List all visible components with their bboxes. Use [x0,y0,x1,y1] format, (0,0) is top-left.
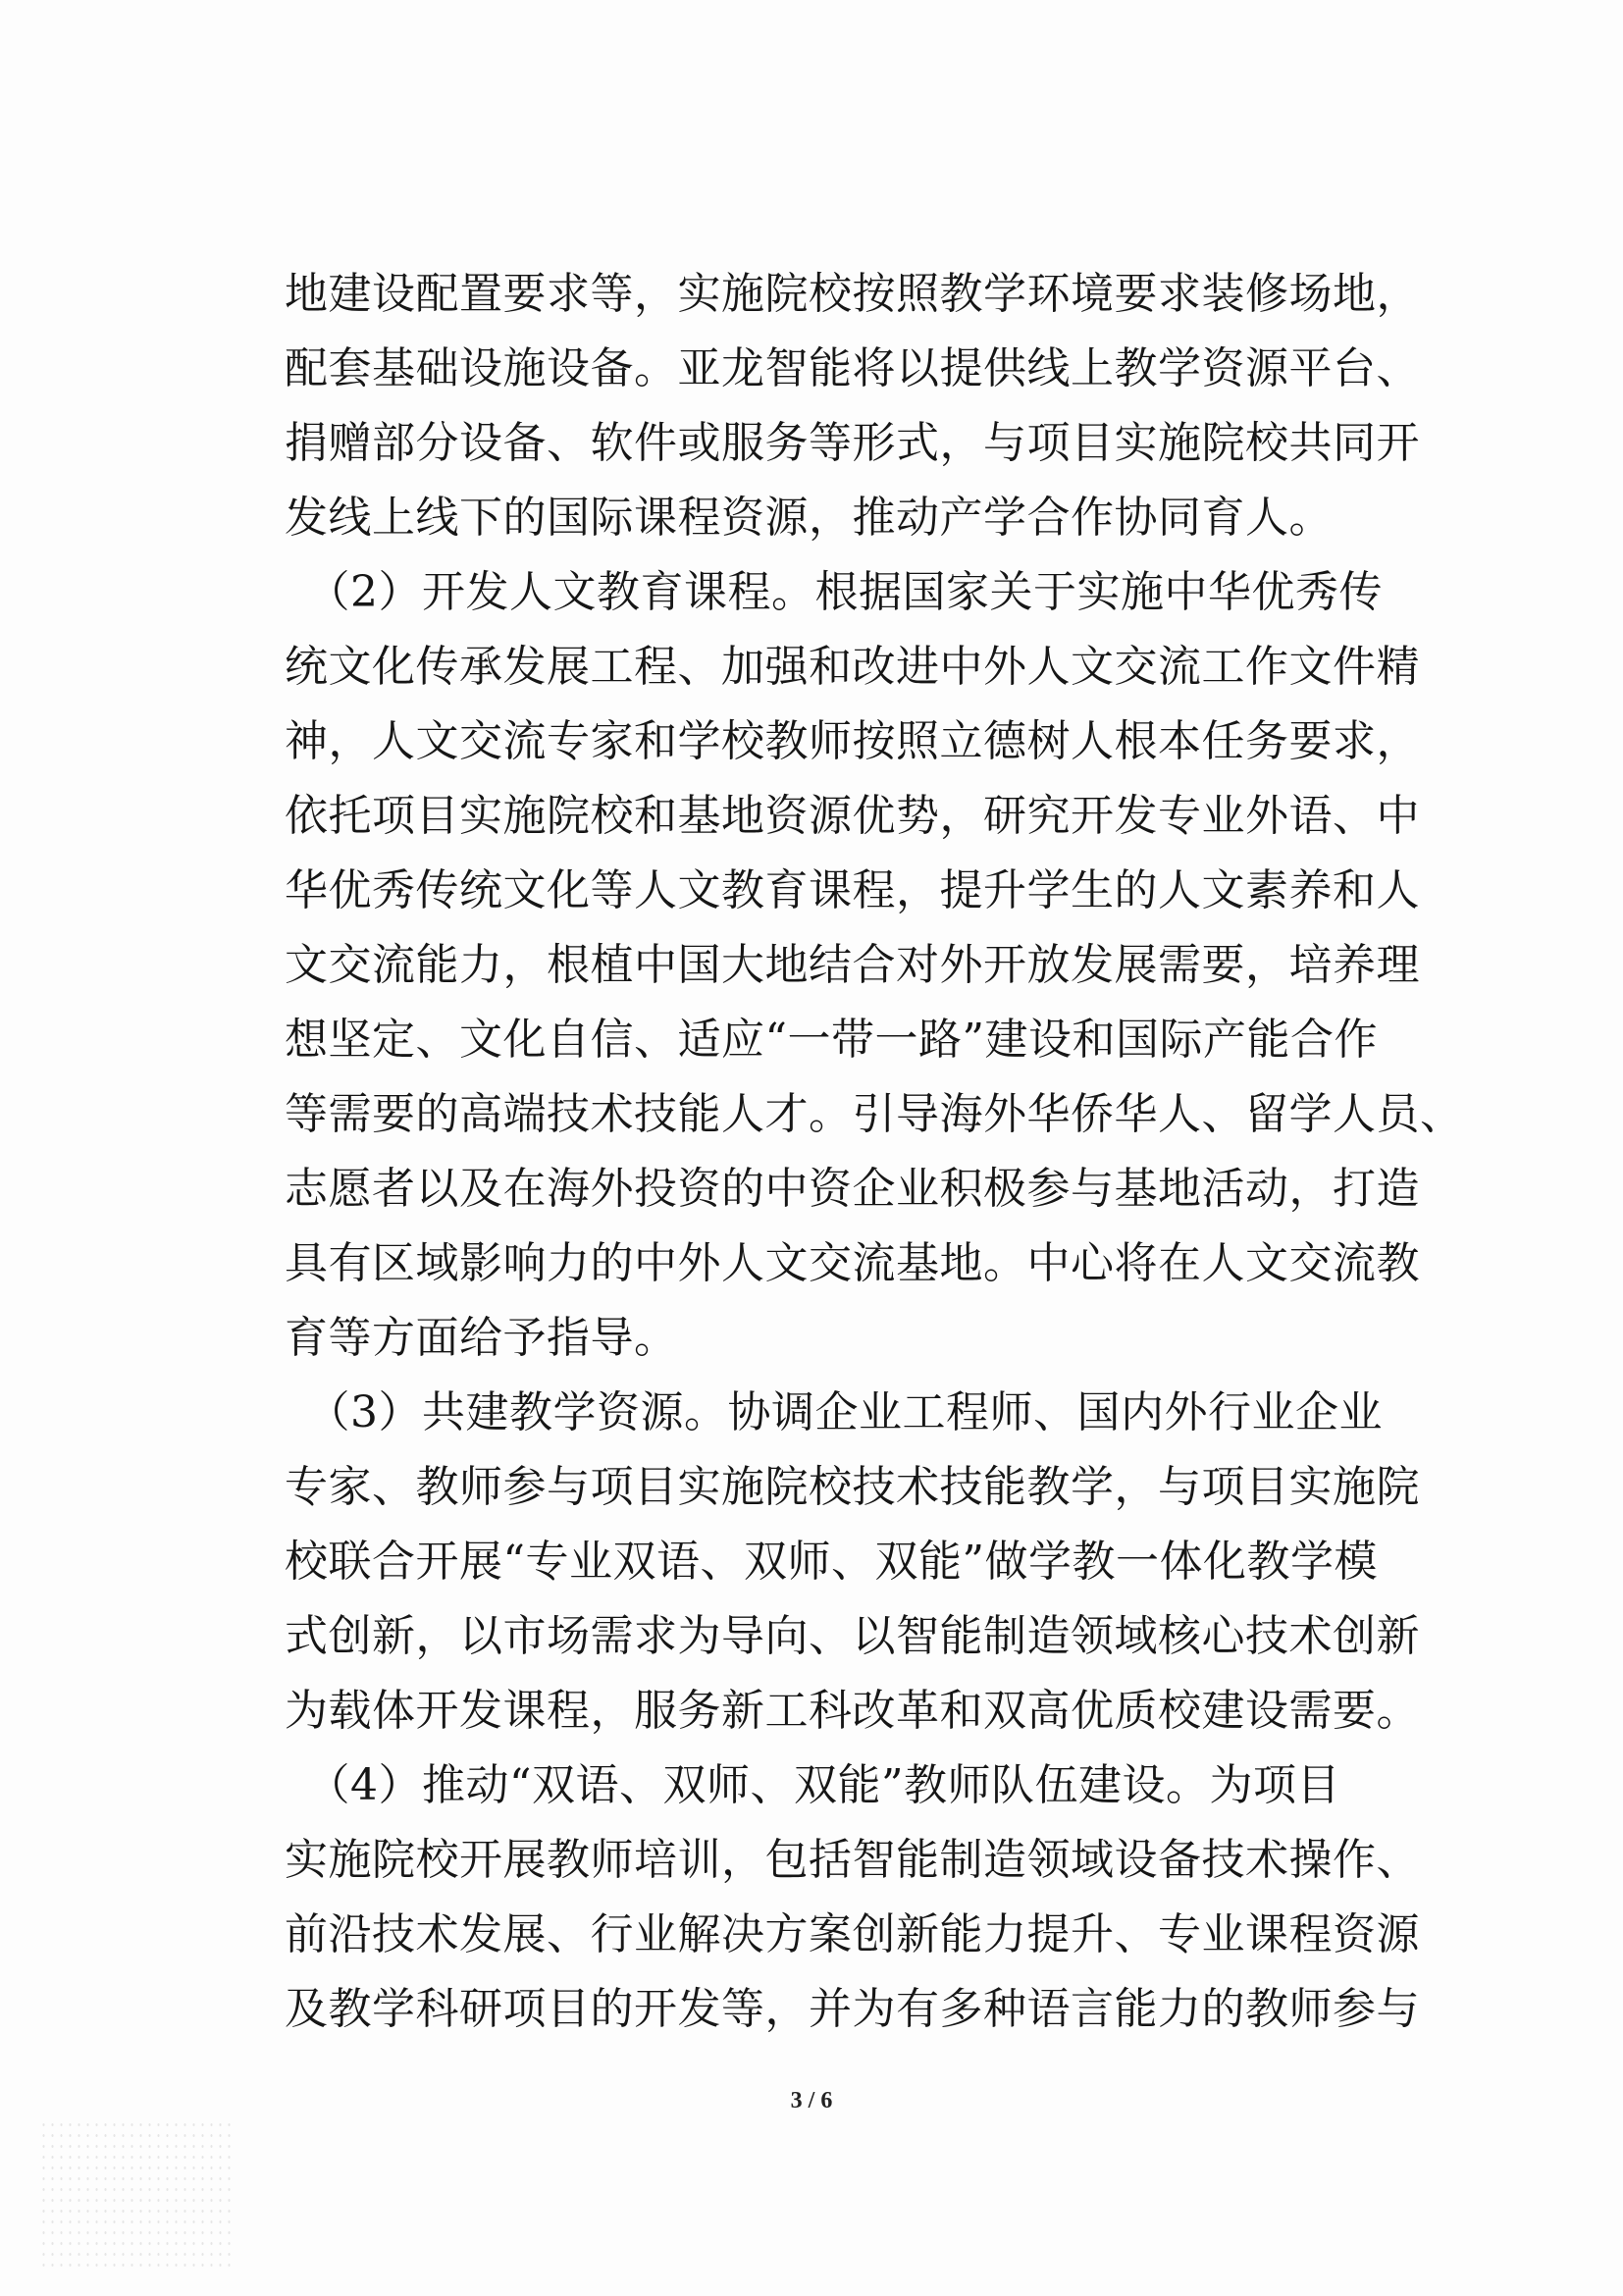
text-line: 实施院校开展教师培训，包括智能制造领域设备技术操作、 [285,1835,1420,1885]
text-line: 发线上线下的国际课程资源，推动产学合作协同育人。 [285,493,1333,543]
text-line: 华优秀传统文化等人文教育课程，提升学生的人文素养和人 [285,865,1420,915]
text-line: 式创新，以市场需求为导向、以智能制造领域核心技术创新 [285,1611,1420,1661]
text-line: 校联合开展“专业双语、双师、双能”做学教一体化教学模 [285,1537,1378,1587]
paragraph-1 [285,257,1420,555]
text-line: 文交流能力，根植中国大地结合对外开放发展需要，培养理 [285,940,1420,990]
text-line: 育等方面给予指导。 [285,1313,678,1363]
text-line: 想坚定、文化自信、适应“一带一路”建设和国际产能合作 [285,1015,1378,1065]
text-line: （4）推动“双语、双师、双能”教师队伍建设。为项目 [285,1760,1340,1810]
paragraph-4 [285,1748,1420,2047]
paragraph-3 [285,1376,1420,1748]
text-line: 具有区域影响力的中外人文交流基地。中心将在人文交流教 [285,1238,1420,1288]
text-line: （3）共建教学资源。协调企业工程师、国内外行业企业 [285,1387,1383,1437]
text-line: 配套基础设施设备。亚龙智能将以提供线上教学资源平台、 [285,343,1420,393]
text-line: 神，人文交流专家和学校教师按照立德树人根本任务要求， [285,716,1420,766]
text-line: 志愿者以及在海外投资的中资企业积极参与基地活动，打造 [285,1164,1420,1214]
document-body [285,257,1464,2047]
text-line: 前沿技术发展、行业解决方案创新能力提升、专业课程资源 [285,1909,1420,1959]
paragraph-2 [285,555,1464,1376]
text-line: 统文化传承发展工程、加强和改进中外人文交流工作文件精 [285,642,1420,692]
scan-noise [39,2119,236,2267]
text-line: （2）开发人文教育课程。根据国家关于实施中华优秀传 [285,567,1383,617]
text-line: 为载体开发课程，服务新工科改革和双高优质校建设需要。 [285,1686,1420,1736]
text-line: 地建设配置要求等，实施院校按照教学环境要求装修场地， [285,269,1420,319]
text-line: 及教学科研项目的开发等，并为有多种语言能力的教师参与 [285,1984,1420,2034]
text-line: 捐赠部分设备、软件或服务等形式，与项目实施院校共同开 [285,418,1420,468]
text-line: 依托项目实施院校和基地资源优势，研究开发专业外语、中 [285,791,1420,841]
page-number: 3 / 6 [790,2088,833,2113]
text-line: 专家、教师参与项目实施院校技术技能教学，与项目实施院 [285,1462,1420,1512]
text-line: 等需要的高端技术技能人才。引导海外华侨华人、留学人员、 [285,1089,1464,1139]
